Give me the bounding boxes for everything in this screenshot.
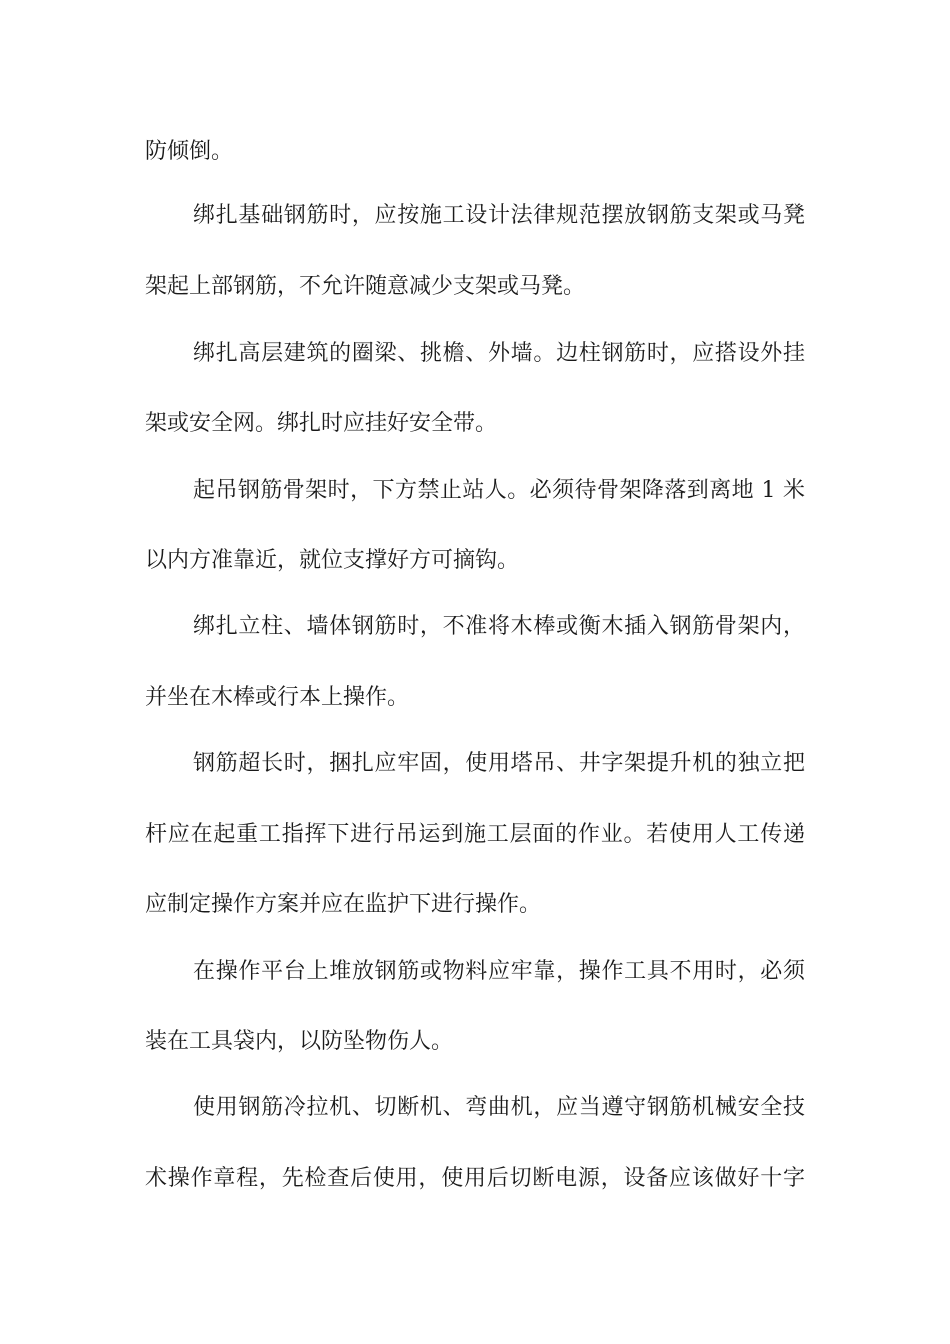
paragraph-7-line-2: 术操作章程，先检查后使用，使用后切断电源，设备应该做好十字 — [145, 1166, 805, 1191]
paragraph-1-line-1: 绑扎基础钢筋时，应按施工设计法律规范摆放钢筋支架或马凳 — [193, 203, 805, 228]
paragraph-3-line-2: 以内方准靠近，就位支撑好方可摘钩。 — [145, 548, 520, 573]
paragraph-2-line-1: 绑扎高层建筑的圈梁、挑檐、外墙。边柱钢筋时，应搭设外挂 — [193, 341, 805, 366]
paragraph-4-line-2: 并坐在木棒或行本上操作。 — [145, 685, 410, 710]
paragraph-6-line-2: 装在工具袋内，以防坠物伤人。 — [145, 1029, 454, 1054]
paragraph-3-line-1: 起吊钢筋骨架时，下方禁止站人。必须待骨架降落到离地 1 米 — [193, 478, 805, 503]
paragraph-7-line-1: 使用钢筋冷拉机、切断机、弯曲机，应当遵守钢筋机械安全技 — [193, 1095, 805, 1120]
paragraph-5-line-1: 钢筋超长时，捆扎应牢固，使用塔吊、井字架提升机的独立把 — [193, 751, 805, 776]
paragraph-5-line-3: 应制定操作方案并应在监护下进行操作。 — [145, 892, 542, 917]
text-line-1: 防倾倒。 — [145, 139, 234, 164]
paragraph-5-line-2: 杆应在起重工指挥下进行吊运到施工层面的作业。若使用人工传递 — [145, 822, 805, 847]
paragraph-1-line-2: 架起上部钢筋，不允许随意减少支架或马凳。 — [145, 274, 586, 299]
paragraph-2-line-2: 架或安全网。绑扎时应挂好安全带。 — [145, 411, 498, 436]
paragraph-6-line-1: 在操作平台上堆放钢筋或物料应牢靠，操作工具不用时，必须 — [193, 959, 805, 984]
paragraph-4-line-1: 绑扎立柱、墙体钢筋时，不准将木棒或衡木插入钢筋骨架内， — [193, 614, 805, 639]
